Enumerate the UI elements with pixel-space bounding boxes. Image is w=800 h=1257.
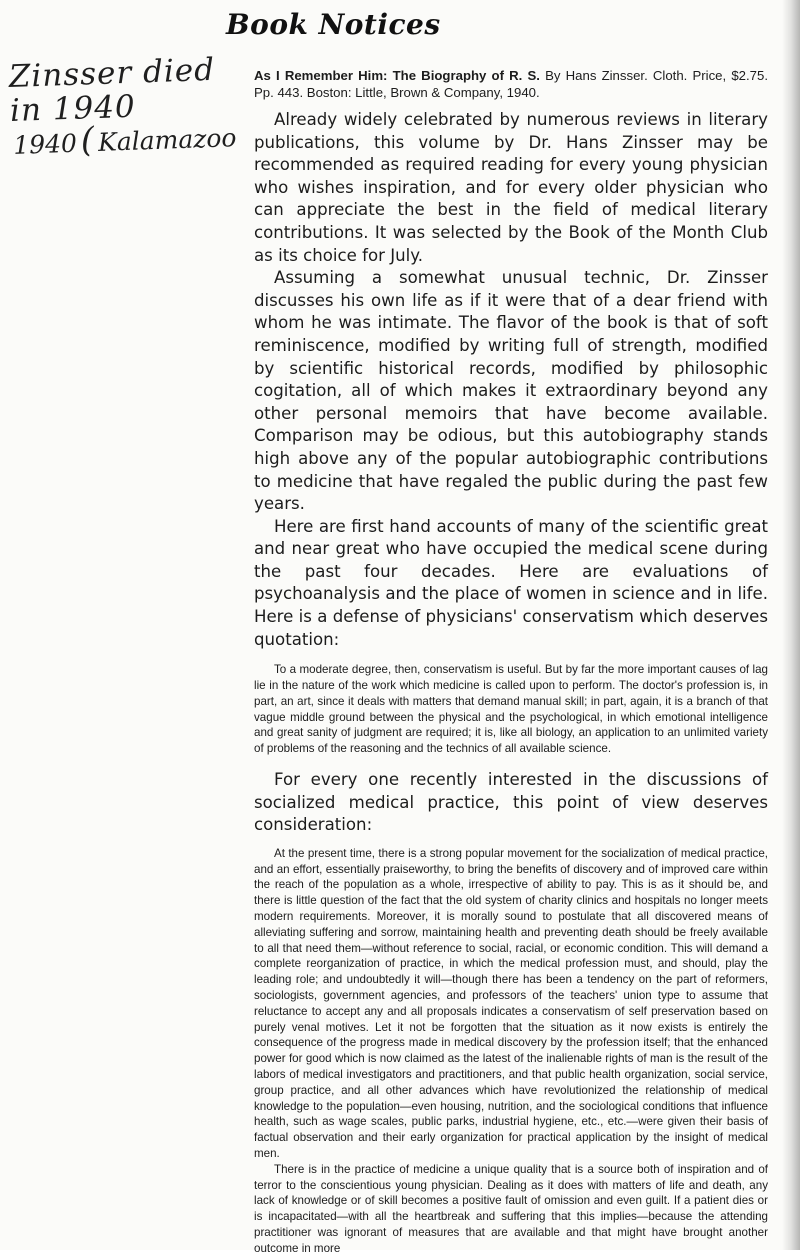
margin-note-year: 1940 <box>12 128 78 160</box>
quote-paragraph-1: At the present time, there is a strong popular movement for the socialization of medical practice, and an effort, essentially praiseworthy, to bring the benefits of discovery and of improved care within the reach of the population as a whole, irrespective of ability to pay. This is as it should be, and there is little question of the fact that the old system of charity clinics and hospitals no longer meets modern requirements. Moreover, it is morally sound to postulate that all discovered means of alleviating suffering and sorrow, maintaining health and preventing death should be freely available to all that need them—without reference to social, racial, or economic condition. This will demand a complete reorganization of practice, in which the medical profession must, and should, play the leading role; and undoubtedly it will—though there has been a tendency on the part of reformers, sociologists, government agencies, and professors of the teachers' union type to assume that reluctance to accept any and all proposals indicates a conservatism of self preservation based on purely venal motives. Let it not be forgotten that the situation as it now exists is entirely the consequence of the progress made in medical discovery by the profession itself; that the enhanced power for good which is now claimed as the latest of the inalienable rights of man is the result of the labors of medical investigators and practitioners, and that public health organization, social service, group practice, and all other advances which have revolutionized the relationship of medical knowledge to the population—even housing, nutrition, and the sociological conditions that influence health, such as wage scales, public parks, industrial hygiene, etc., etc.—were given their basis of factual observation and their early organization for practical application by the insight of medical men. <box>254 846 768 1160</box>
page-edge-shadow <box>782 0 800 1250</box>
review-paragraph-1: Already widely celebrated by numerous reviews in literary publications, this volume by Dr. Hans Zinsser may be recommended as required reading for every young physician who wishes inspiration, and for every older physician who can appreciate the best in the field of medical literary contributions. It was selected by the Book of the Month Club as its choice for July. <box>254 110 768 265</box>
quote-paragraph-2: There is in the practice of medicine a unique quality that is a source both of inspiration and of terror to the conscientious young physician. Dealing as it does with matters of life and death, any lack of knowledge or of skill becomes a positive fault of omission and even guilt. If a patient dies or is incapacitated—with all the heartbreak and suffering that this implies—because the attending practitioner was ignorant of measures that are available and that might have brought another outcome in more <box>254 1162 768 1255</box>
handwritten-margin-note <box>8 52 241 161</box>
review-body <box>254 68 768 1257</box>
review-paragraph-4: For every one recently interested in the discussions of socialized medical practice, this point of view deserves consideration: <box>254 770 768 835</box>
block-quote-socialized-medicine <box>254 846 768 1257</box>
review-paragraph-3: Here are first hand accounts of many of the scientific great and near great who have occupied the medical scene during the past four decades. Here are evaluations of psychoanalysis and the place of women in science and in life. Here is a defense of physicians' conservatism which deserves quotation: <box>254 516 768 649</box>
margin-note-place: Kalamazoo <box>97 123 237 157</box>
citation-details: By Hans Zinsser. Cloth. Price, $2.75. Pp. 443. Boston: Little, Brown & Company, 1940. <box>254 68 768 100</box>
block-quote-conservatism: To a moderate degree, then, conservatism is useful. But by far the more important causes of lag lie in the nature of the work which medicine is called upon to perform. The doctor's profession is, in part, an art, since it deals with matters that demand manual skill; in part, again, it is a branch of that vague middle ground between the physical and the psychological, in which emotional intelligence and great sanity of judgment are required; it is, like all biology, an application to an unlimited variety of problems of the reasoning and the technics of all available science. <box>254 663 768 756</box>
page-heading: Book Notices <box>226 8 441 41</box>
citation-title: The Biography of R. S. <box>392 68 540 83</box>
citation-prefix: As I Remember Him: <box>254 68 388 83</box>
margin-note-line-2: 1940( Kalamazoo <box>12 120 237 161</box>
book-citation <box>254 68 768 101</box>
review-paragraph-2: Assuming a somewhat unusual technic, Dr. Zinsser discusses his own life as if it were that of a dear friend with whom he was intimate. The flavor of the book is that of soft reminiscence, modified by writing full of strength, modified by scientific historical records, modified by philosophic cogitation, all of which makes it extraordinary beyond any other personal memoirs that have become available. Comparison may be odious, but this autobiography stands high above any of the popular autobiographic contributions to medicine that have regaled the public during the past few years. <box>254 268 768 514</box>
margin-note-line-1: Zinsser died in 1940 <box>8 51 216 130</box>
